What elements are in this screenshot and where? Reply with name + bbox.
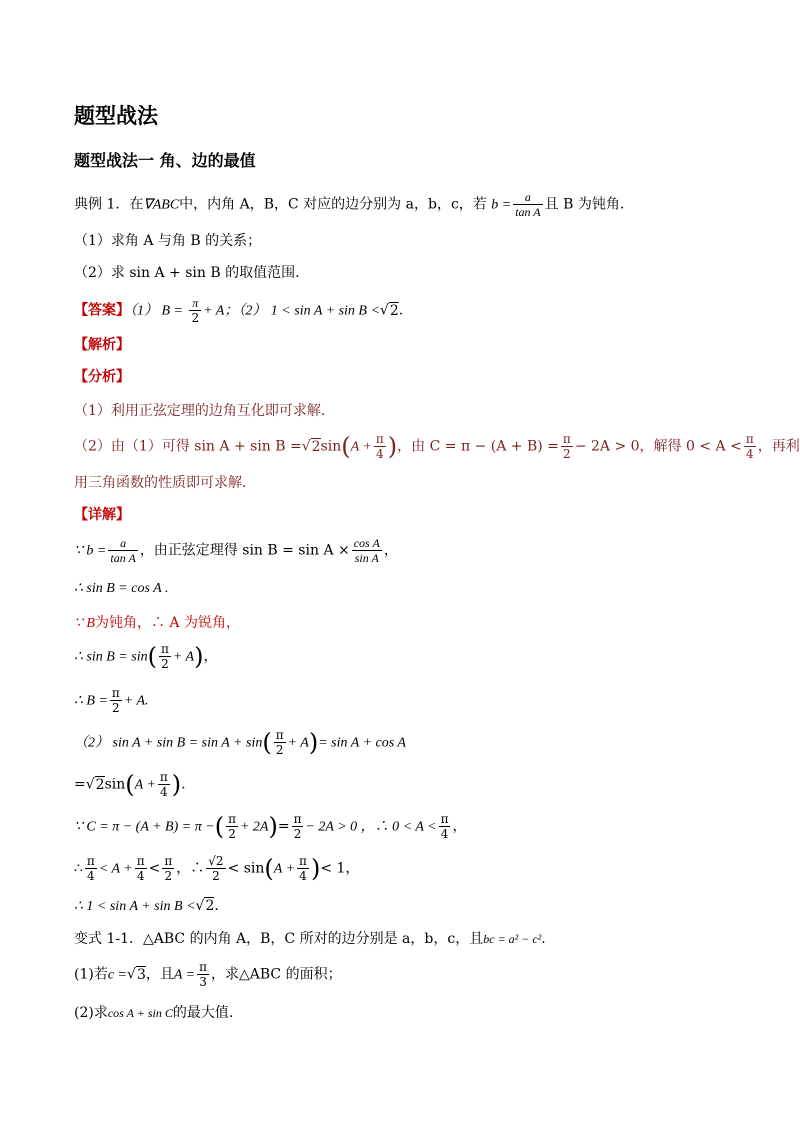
detail-line-3: ∵ B为钝角，∴ A 为锐角， xyxy=(74,615,240,631)
fenxi-label: 【分析】 xyxy=(74,369,130,385)
example-statement: 典例 1．在∇ABC中，内角 A，B，C 对应的边分别为 a，b，c，若 b = $\frac{a}{\text{tan A}}$ 且 B 为钝角. xyxy=(74,190,625,219)
detail-line-7: =√2sin(A + $\frac{\pi}{4}$ ). xyxy=(74,770,186,799)
variant-question-1: (1)若c =√3，且A = $\frac{\pi}{3}$ ，求△ABC 的面积； xyxy=(74,960,342,989)
fraction: $\frac{a}{\text{tan A}}$ xyxy=(515,190,541,219)
detail-line-4: ∴ sin B = sin( $\frac{\pi}{2}$ + A)， xyxy=(74,642,218,671)
detail-line-9: ∴ $\frac{\pi}{4}$ < A + $\frac{\pi}{4}$ < $\frac{\pi}{2}$ ，∴ $\frac{√2}{2}$ < sin(A + $\frac{\pi}{4}$ )< 1， xyxy=(74,854,360,883)
answer-line: 【答案】（1） B = $\frac{\pi}{2}$ + A；（2） 1 < sin A + sin B <√2. xyxy=(74,296,404,325)
detail-label: 【详解】 xyxy=(74,507,130,523)
fenxi-line-1: （1）利用正弦定理的边角互化即可求解． xyxy=(74,403,335,419)
fenxi-line-3: 用三角函数的性质即可求解． xyxy=(74,475,256,491)
detail-line-1: ∵ b = $\frac{a}{\text{tan A}}$ ，由正弦定理得 sin B = sin A × $\frac{\text{cos A}}{\text{sin A}}$ ， xyxy=(74,536,398,565)
detail-line-5: ∴ B = $\frac{\pi}{2}$ + A. xyxy=(74,686,149,715)
detail-line-8: ∵ C = π − (A + B) = π −( $\frac{\pi}{2}$ + 2A)= $\frac{\pi}{2}$ − 2A > 0 ，∴ 0 < A < $\frac{\pi}{4}$ ， xyxy=(74,812,467,841)
detail-line-10: ∴ 1 < sin A + sin B <√2. xyxy=(74,898,219,914)
section-title: 题型战法一 角、边的最值 xyxy=(74,151,256,170)
fenxi-line-2: （2）由（1）可得 sin A + sin B =√2sin(A + $\frac{\pi}{4}$ )，由 C = π − (A + B) = $\frac{\pi}{2}$ − 2A > 0，解得 0 < A < $\frac{\pi}{4}$ ，再利 xyxy=(74,432,800,461)
detail-line-2: ∴ sin B = cos A . xyxy=(74,581,169,596)
analysis-label: 【解析】 xyxy=(74,337,130,353)
variant-question-2: (2)求cos A + sin C的最大值. xyxy=(74,1005,234,1021)
variant-statement: 变式 1-1．△ABC 的内角 A，B，C 所对的边分别是 a，b，c，且bc = a² − c². xyxy=(74,931,546,947)
question-1: （1）求角 A 与角 B 的关系； xyxy=(74,233,262,249)
detail-line-6: （2） sin A + sin B = sin A + sin( $\frac{\pi}{2}$ + A)= sin A + cos A xyxy=(74,728,406,757)
question-2: （2）求 sin A + sin B 的取值范围. xyxy=(74,265,300,281)
page-title: 题型战法 xyxy=(74,104,158,128)
